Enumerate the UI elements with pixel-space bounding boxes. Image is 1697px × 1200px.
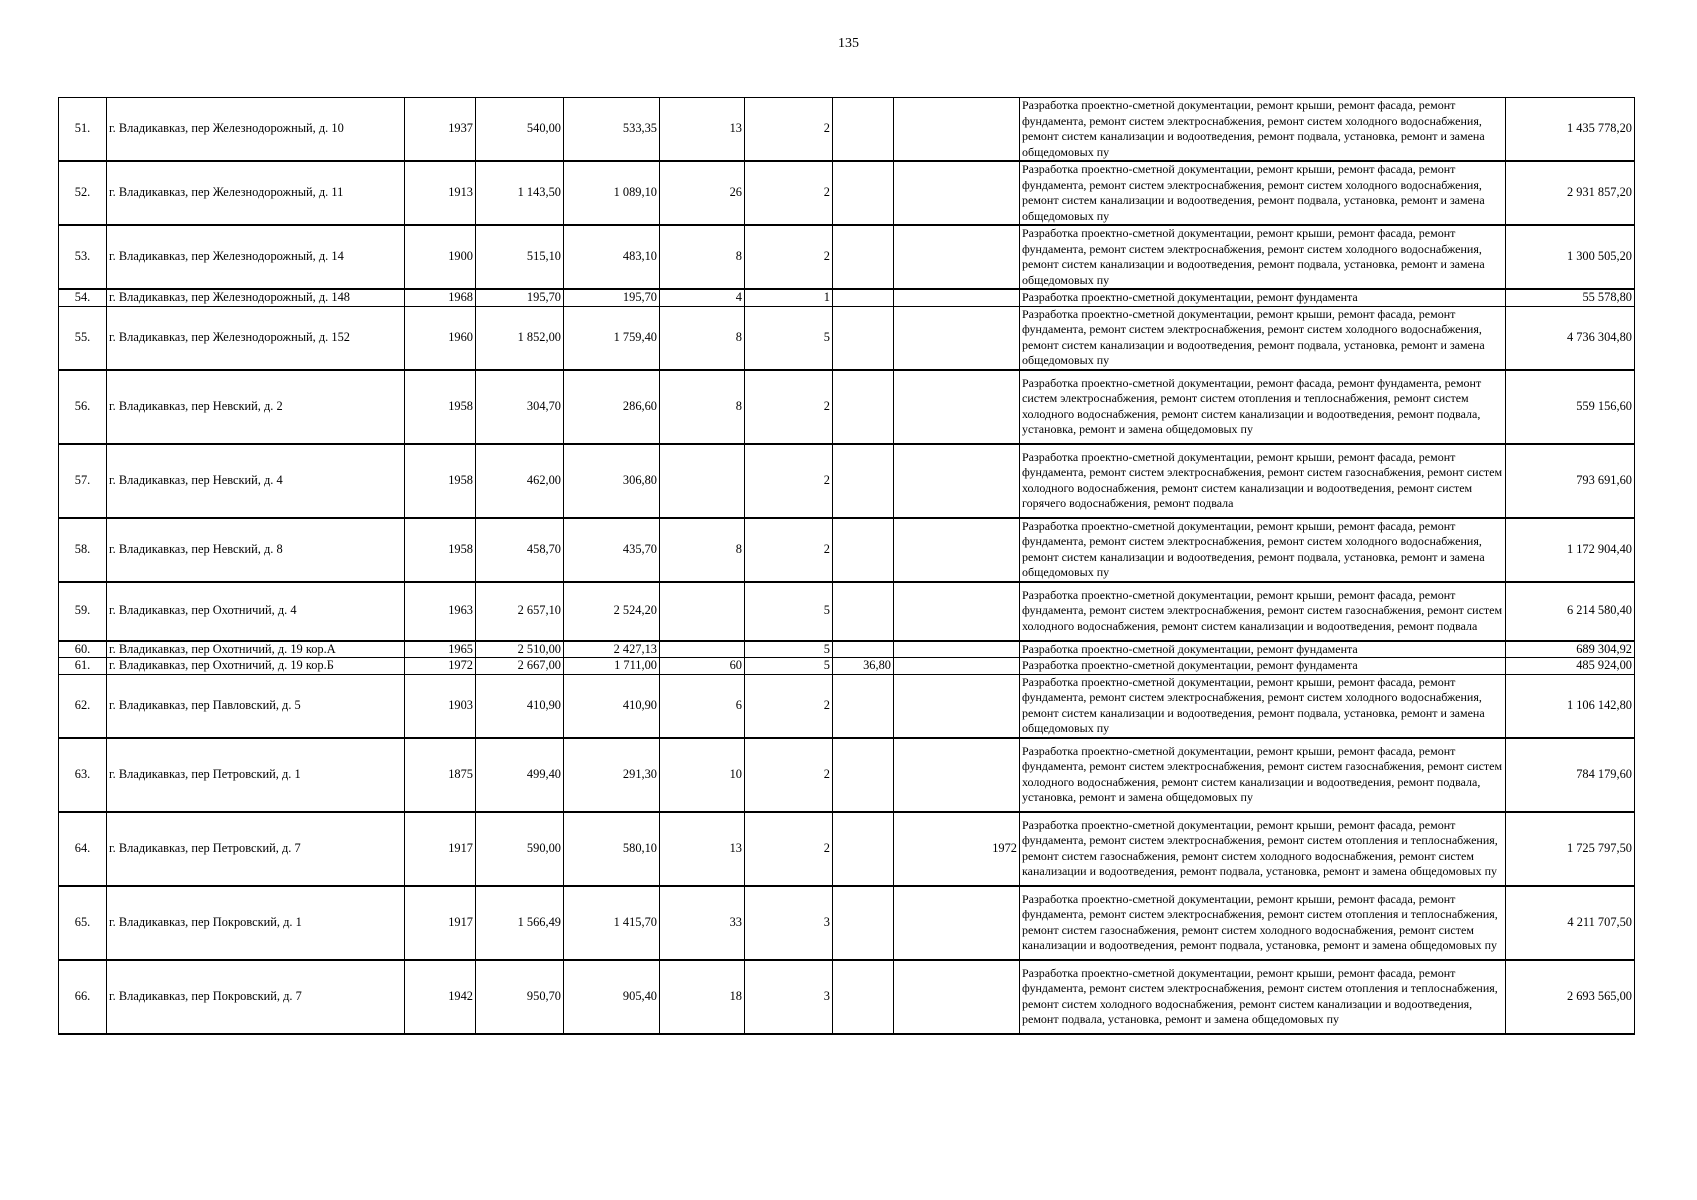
extra-value-cell xyxy=(833,886,894,960)
total-area-cell: 499,40 xyxy=(476,738,564,812)
living-area-cell: 1 711,00 xyxy=(564,658,660,675)
extra-year-cell xyxy=(894,98,1020,162)
floors-cell: 5 xyxy=(745,582,833,641)
cost-cell: 1 172 904,40 xyxy=(1506,518,1635,582)
extra-year-cell xyxy=(894,289,1020,306)
table-row xyxy=(59,306,1635,370)
year-built-cell: 1903 xyxy=(405,674,476,738)
year-built-cell: 1875 xyxy=(405,738,476,812)
row-number-cell: 54. xyxy=(59,289,107,306)
extra-year-cell xyxy=(894,518,1020,582)
extra-value-cell xyxy=(833,582,894,641)
year-built-cell: 1942 xyxy=(405,960,476,1034)
total-area-cell: 540,00 xyxy=(476,98,564,162)
extra-value-cell xyxy=(833,98,894,162)
year-built-cell: 1937 xyxy=(405,98,476,162)
year-built-cell: 1917 xyxy=(405,812,476,886)
row-number-cell: 52. xyxy=(59,161,107,225)
floors-cell: 2 xyxy=(745,161,833,225)
year-built-cell: 1958 xyxy=(405,518,476,582)
residents-cell: 26 xyxy=(660,161,745,225)
extra-value-cell xyxy=(833,289,894,306)
row-number-cell: 61. xyxy=(59,658,107,675)
address-cell: г. Владикавказ, пер Павловский, д. 5 xyxy=(107,674,405,738)
extra-value-cell xyxy=(833,518,894,582)
cost-cell: 689 304,92 xyxy=(1506,641,1635,658)
repair-program-table xyxy=(58,97,1635,1035)
year-built-cell: 1972 xyxy=(405,658,476,675)
address-cell: г. Владикавказ, пер Охотничий, д. 19 кор.А xyxy=(107,641,405,658)
table-row xyxy=(59,886,1635,960)
year-built-cell: 1963 xyxy=(405,582,476,641)
living-area-cell: 435,70 xyxy=(564,518,660,582)
extra-value-cell xyxy=(833,738,894,812)
work-types-cell: Разработка проектно-сметной документации, ремонт крыши, ремонт фасада, ремонт фундамента, ремонт систем электроснабжения, ремонт систем отопления и теплоснабжения, ремонт систем газоснабжения, ремонт систем холодного водоснабжения, ремонт систем канализации и водоотведения, ремонт подвала, установка, ремонт и замена общедомовых пу xyxy=(1020,886,1506,960)
total-area-cell: 304,70 xyxy=(476,370,564,444)
row-number-cell: 51. xyxy=(59,98,107,162)
total-area-cell: 1 852,00 xyxy=(476,306,564,370)
row-number-cell: 64. xyxy=(59,812,107,886)
cost-cell: 6 214 580,40 xyxy=(1506,582,1635,641)
floors-cell: 2 xyxy=(745,738,833,812)
table-row xyxy=(59,641,1635,658)
address-cell: г. Владикавказ, пер Невский, д. 4 xyxy=(107,444,405,518)
table-row xyxy=(59,225,1635,289)
table-row xyxy=(59,98,1635,162)
floors-cell: 2 xyxy=(745,674,833,738)
work-types-cell: Разработка проектно-сметной документации, ремонт крыши, ремонт фасада, ремонт фундамента, ремонт систем электроснабжения, ремонт систем отопления и теплоснабжения, ремонт систем газоснабжения, ремонт систем холодного водоснабжения, ремонт систем канализации и водоотведения, ремонт подвала, установка, ремонт и замена общедомовых пу xyxy=(1020,812,1506,886)
total-area-cell: 2 510,00 xyxy=(476,641,564,658)
work-types-cell: Разработка проектно-сметной документации, ремонт крыши, ремонт фасада, ремонт фундамента, ремонт систем электроснабжения, ремонт систем холодного водоснабжения, ремонт систем канализации и водоотведения, ремонт подвала, установка, ремонт и замена общедомовых пу xyxy=(1020,225,1506,289)
extra-value-cell xyxy=(833,161,894,225)
total-area-cell: 590,00 xyxy=(476,812,564,886)
year-built-cell: 1960 xyxy=(405,306,476,370)
extra-value-cell xyxy=(833,370,894,444)
living-area-cell: 286,60 xyxy=(564,370,660,444)
living-area-cell: 410,90 xyxy=(564,674,660,738)
extra-year-cell xyxy=(894,582,1020,641)
living-area-cell: 1 759,40 xyxy=(564,306,660,370)
address-cell: г. Владикавказ, пер Покровский, д. 7 xyxy=(107,960,405,1034)
cost-cell: 784 179,60 xyxy=(1506,738,1635,812)
total-area-cell: 458,70 xyxy=(476,518,564,582)
living-area-cell: 580,10 xyxy=(564,812,660,886)
living-area-cell: 533,35 xyxy=(564,98,660,162)
extra-value-cell xyxy=(833,444,894,518)
work-types-cell: Разработка проектно-сметной документации, ремонт крыши, ремонт фасада, ремонт фундамента, ремонт систем электроснабжения, ремонт систем газоснабжения, ремонт систем холодного водоснабжения, ремонт систем канализации и водоотведения, ремонт систем горячего водоснабжения, ремонт подвала xyxy=(1020,444,1506,518)
floors-cell: 2 xyxy=(745,225,833,289)
residents-cell: 4 xyxy=(660,289,745,306)
residents-cell xyxy=(660,641,745,658)
table-row xyxy=(59,444,1635,518)
extra-year-cell xyxy=(894,225,1020,289)
floors-cell: 2 xyxy=(745,444,833,518)
cost-cell: 2 693 565,00 xyxy=(1506,960,1635,1034)
floors-cell: 3 xyxy=(745,886,833,960)
table-row xyxy=(59,738,1635,812)
extra-year-cell xyxy=(894,886,1020,960)
row-number-cell: 66. xyxy=(59,960,107,1034)
residents-cell xyxy=(660,582,745,641)
residents-cell: 8 xyxy=(660,306,745,370)
living-area-cell: 483,10 xyxy=(564,225,660,289)
extra-year-cell xyxy=(894,738,1020,812)
total-area-cell: 2 657,10 xyxy=(476,582,564,641)
cost-cell: 793 691,60 xyxy=(1506,444,1635,518)
table-row xyxy=(59,289,1635,306)
floors-cell: 2 xyxy=(745,370,833,444)
living-area-cell: 1 089,10 xyxy=(564,161,660,225)
work-types-cell: Разработка проектно-сметной документации, ремонт фундамента xyxy=(1020,289,1506,306)
address-cell: г. Владикавказ, пер Невский, д. 8 xyxy=(107,518,405,582)
extra-year-cell xyxy=(894,370,1020,444)
row-number-cell: 65. xyxy=(59,886,107,960)
floors-cell: 2 xyxy=(745,98,833,162)
address-cell: г. Владикавказ, пер Железнодорожный, д. 14 xyxy=(107,225,405,289)
address-cell: г. Владикавказ, пер Железнодорожный, д. 10 xyxy=(107,98,405,162)
work-types-cell: Разработка проектно-сметной документации, ремонт крыши, ремонт фасада, ремонт фундамента, ремонт систем электроснабжения, ремонт систем газоснабжения, ремонт систем холодного водоснабжения, ремонт систем канализации и водоотведения, ремонт подвала, установка, ремонт и замена общедомовых пу xyxy=(1020,738,1506,812)
living-area-cell: 905,40 xyxy=(564,960,660,1034)
row-number-cell: 58. xyxy=(59,518,107,582)
year-built-cell: 1965 xyxy=(405,641,476,658)
floors-cell: 2 xyxy=(745,812,833,886)
table-row xyxy=(59,370,1635,444)
residents-cell xyxy=(660,444,745,518)
floors-cell: 3 xyxy=(745,960,833,1034)
address-cell: г. Владикавказ, пер Железнодорожный, д. 11 xyxy=(107,161,405,225)
cost-cell: 1 435 778,20 xyxy=(1506,98,1635,162)
floors-cell: 5 xyxy=(745,306,833,370)
table-row xyxy=(59,582,1635,641)
extra-value-cell xyxy=(833,960,894,1034)
table-row xyxy=(59,658,1635,675)
floors-cell: 1 xyxy=(745,289,833,306)
year-built-cell: 1958 xyxy=(405,444,476,518)
address-cell: г. Владикавказ, пер Железнодорожный, д. 152 xyxy=(107,306,405,370)
floors-cell: 5 xyxy=(745,658,833,675)
cost-cell: 1 725 797,50 xyxy=(1506,812,1635,886)
residents-cell: 18 xyxy=(660,960,745,1034)
extra-year-cell xyxy=(894,161,1020,225)
year-built-cell: 1917 xyxy=(405,886,476,960)
total-area-cell: 950,70 xyxy=(476,960,564,1034)
row-number-cell: 53. xyxy=(59,225,107,289)
residents-cell: 6 xyxy=(660,674,745,738)
residents-cell: 33 xyxy=(660,886,745,960)
address-cell: г. Владикавказ, пер Петровский, д. 7 xyxy=(107,812,405,886)
total-area-cell: 1 566,49 xyxy=(476,886,564,960)
address-cell: г. Владикавказ, пер Петровский, д. 1 xyxy=(107,738,405,812)
total-area-cell: 2 667,00 xyxy=(476,658,564,675)
year-built-cell: 1913 xyxy=(405,161,476,225)
floors-cell: 5 xyxy=(745,641,833,658)
work-types-cell: Разработка проектно-сметной документации, ремонт крыши, ремонт фасада, ремонт фундамента, ремонт систем электроснабжения, ремонт систем холодного водоснабжения, ремонт систем канализации и водоотведения, ремонт подвала, установка, ремонт и замена общедомовых пу xyxy=(1020,98,1506,162)
work-types-cell: Разработка проектно-сметной документации, ремонт крыши, ремонт фасада, ремонт фундамента, ремонт систем электроснабжения, ремонт систем газоснабжения, ремонт систем холодного водоснабжения, ремонт систем канализации и водоотведения, ремонт подвала xyxy=(1020,582,1506,641)
cost-cell: 4 211 707,50 xyxy=(1506,886,1635,960)
year-built-cell: 1900 xyxy=(405,225,476,289)
address-cell: г. Владикавказ, пер Охотничий, д. 4 xyxy=(107,582,405,641)
residents-cell: 8 xyxy=(660,370,745,444)
work-types-cell: Разработка проектно-сметной документации, ремонт крыши, ремонт фасада, ремонт фундамента, ремонт систем электроснабжения, ремонт систем холодного водоснабжения, ремонт систем канализации и водоотведения, ремонт подвала, установка, ремонт и замена общедомовых пу xyxy=(1020,306,1506,370)
work-types-cell: Разработка проектно-сметной документации, ремонт фундамента xyxy=(1020,658,1506,675)
total-area-cell: 462,00 xyxy=(476,444,564,518)
address-cell: г. Владикавказ, пер Охотничий, д. 19 кор.Б xyxy=(107,658,405,675)
page-number: 135 xyxy=(838,36,859,51)
work-types-cell: Разработка проектно-сметной документации, ремонт фасада, ремонт фундамента, ремонт систем электроснабжения, ремонт систем отопления и теплоснабжения, ремонт систем холодного водоснабжения, ремонт систем канализации и водоотведения, ремонт подвала, установка, ремонт и замена общедомовых пу xyxy=(1020,370,1506,444)
extra-value-cell xyxy=(833,674,894,738)
living-area-cell: 2 524,20 xyxy=(564,582,660,641)
address-cell: г. Владикавказ, пер Покровский, д. 1 xyxy=(107,886,405,960)
row-number-cell: 60. xyxy=(59,641,107,658)
residents-cell: 13 xyxy=(660,812,745,886)
residents-cell: 8 xyxy=(660,518,745,582)
cost-cell: 485 924,00 xyxy=(1506,658,1635,675)
extra-year-cell xyxy=(894,960,1020,1034)
address-cell: г. Владикавказ, пер Невский, д. 2 xyxy=(107,370,405,444)
table-body xyxy=(59,98,1635,1034)
row-number-cell: 62. xyxy=(59,674,107,738)
table-row xyxy=(59,161,1635,225)
year-built-cell: 1968 xyxy=(405,289,476,306)
residents-cell: 10 xyxy=(660,738,745,812)
floors-cell: 2 xyxy=(745,518,833,582)
table-row xyxy=(59,674,1635,738)
extra-year-cell: 1972 xyxy=(894,812,1020,886)
living-area-cell: 195,70 xyxy=(564,289,660,306)
work-types-cell: Разработка проектно-сметной документации, ремонт крыши, ремонт фасада, ремонт фундамента, ремонт систем электроснабжения, ремонт систем отопления и теплоснабжения, ремонт систем холодного водоснабжения, ремонт систем канализации и водоотведения, ремонт подвала, установка, ремонт и замена общедомовых пу xyxy=(1020,960,1506,1034)
residents-cell: 8 xyxy=(660,225,745,289)
work-types-cell: Разработка проектно-сметной документации, ремонт крыши, ремонт фасада, ремонт фундамента, ремонт систем электроснабжения, ремонт систем холодного водоснабжения, ремонт систем канализации и водоотведения, ремонт подвала, установка, ремонт и замена общедомовых пу xyxy=(1020,518,1506,582)
row-number-cell: 63. xyxy=(59,738,107,812)
cost-cell: 559 156,60 xyxy=(1506,370,1635,444)
row-number-cell: 57. xyxy=(59,444,107,518)
row-number-cell: 55. xyxy=(59,306,107,370)
cost-cell: 2 931 857,20 xyxy=(1506,161,1635,225)
residents-cell: 13 xyxy=(660,98,745,162)
row-number-cell: 59. xyxy=(59,582,107,641)
table-row xyxy=(59,960,1635,1034)
total-area-cell: 410,90 xyxy=(476,674,564,738)
extra-value-cell xyxy=(833,641,894,658)
extra-value-cell xyxy=(833,225,894,289)
work-types-cell: Разработка проектно-сметной документации, ремонт фундамента xyxy=(1020,641,1506,658)
total-area-cell: 515,10 xyxy=(476,225,564,289)
extra-year-cell xyxy=(894,306,1020,370)
cost-cell: 4 736 304,80 xyxy=(1506,306,1635,370)
extra-year-cell xyxy=(894,674,1020,738)
total-area-cell: 1 143,50 xyxy=(476,161,564,225)
work-types-cell: Разработка проектно-сметной документации, ремонт крыши, ремонт фасада, ремонт фундамента, ремонт систем электроснабжения, ремонт систем холодного водоснабжения, ремонт систем канализации и водоотведения, ремонт подвала, установка, ремонт и замена общедомовых пу xyxy=(1020,674,1506,738)
cost-cell: 1 106 142,80 xyxy=(1506,674,1635,738)
extra-value-cell: 36,80 xyxy=(833,658,894,675)
work-types-cell: Разработка проектно-сметной документации, ремонт крыши, ремонт фасада, ремонт фундамента, ремонт систем электроснабжения, ремонт систем холодного водоснабжения, ремонт систем канализации и водоотведения, ремонт подвала, установка, ремонт и замена общедомовых пу xyxy=(1020,161,1506,225)
table-row xyxy=(59,518,1635,582)
extra-year-cell xyxy=(894,444,1020,518)
total-area-cell: 195,70 xyxy=(476,289,564,306)
row-number-cell: 56. xyxy=(59,370,107,444)
extra-value-cell xyxy=(833,812,894,886)
living-area-cell: 291,30 xyxy=(564,738,660,812)
living-area-cell: 306,80 xyxy=(564,444,660,518)
year-built-cell: 1958 xyxy=(405,370,476,444)
extra-year-cell xyxy=(894,641,1020,658)
living-area-cell: 2 427,13 xyxy=(564,641,660,658)
extra-year-cell xyxy=(894,658,1020,675)
extra-value-cell xyxy=(833,306,894,370)
living-area-cell: 1 415,70 xyxy=(564,886,660,960)
table-row xyxy=(59,812,1635,886)
cost-cell: 55 578,80 xyxy=(1506,289,1635,306)
address-cell: г. Владикавказ, пер Железнодорожный, д. 148 xyxy=(107,289,405,306)
cost-cell: 1 300 505,20 xyxy=(1506,225,1635,289)
residents-cell: 60 xyxy=(660,658,745,675)
